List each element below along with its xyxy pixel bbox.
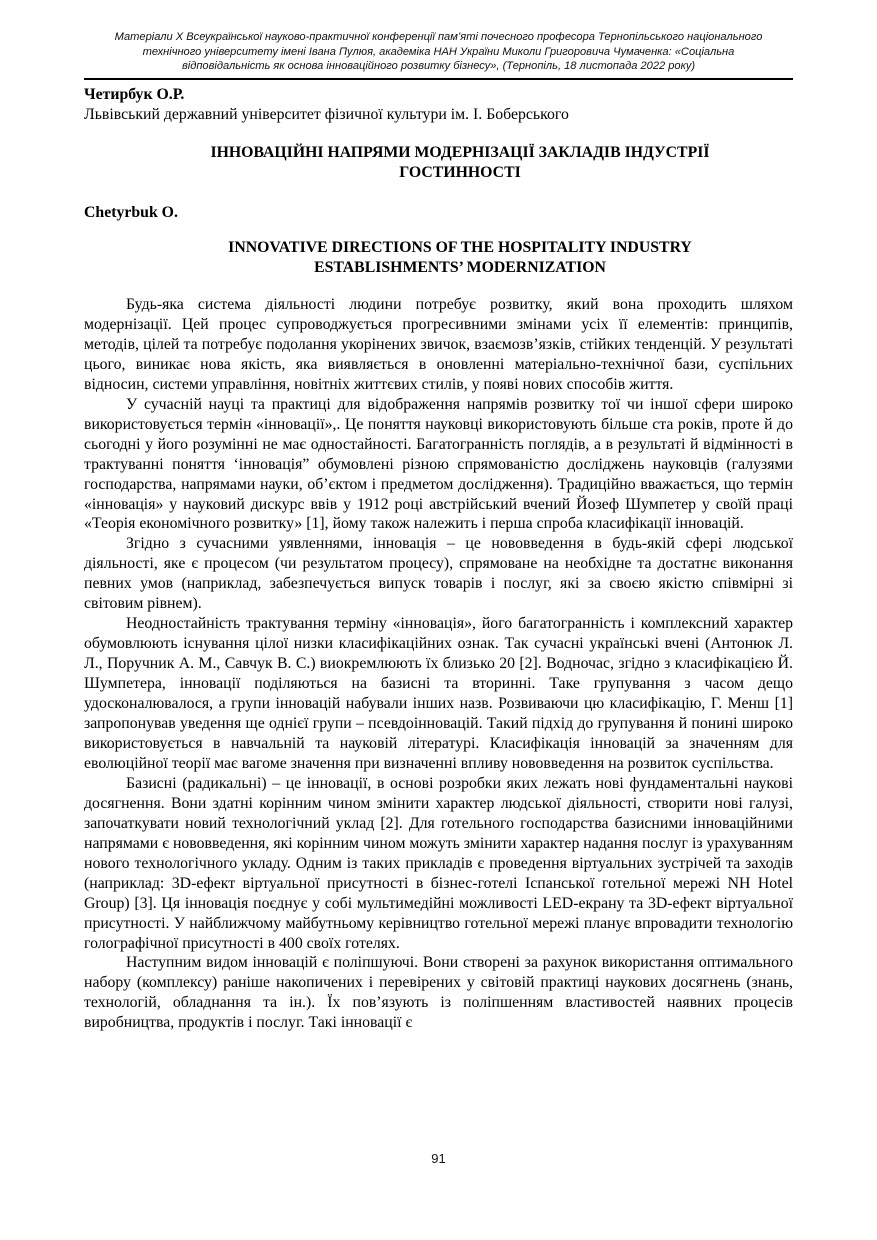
- title-ua: ІННОВАЦІЙНІ НАПРЯМИ МОДЕРНІЗАЦІЇ ЗАКЛАДІВ ІНДУСТРІЇ ГОСТИННОСТІ: [210, 144, 710, 181]
- paragraph-4: Неодностайність трактування терміну «інновація», його багатогранність і комплексний характер обумовлюють існування цілої низки класифікаційних ознак. Так сучасні українські вчені (Антонюк Л. Л., Поручник А. М., Савчук В. С.) виокремлюють їх близько 20 [2]. Водночас, згідно з класифікацією Й. Шумпетера, інновації поділяються на базисні та вторинні. Таке групування з часом дещо удосконалювалося, а групи інновацій набували інших назв. Розвиваючи цю класифікацію, Г. Менш [1] запропонував уведення ще однієї групи – псевдоінновацій. Такий підхід до групування й понині широко використовується в навчальній та науковій літературі. Класифікація інновацій за значенням для еволюційної теорії має вагоме значення при визначенні впливу нововведення на розвиток суспільства.: [84, 615, 793, 772]
- title-en: INNOVATIVE DIRECTIONS OF THE HOSPITALITY INDUSTRY ESTABLISHMENTS’ MODERNIZATION: [228, 239, 692, 276]
- conference-header-line-1: Матеріали X Всеукраїнської науково-практичної конференції пам’яті почесного професора Тернопільського національного: [114, 31, 763, 43]
- conference-header: [60, 30, 817, 74]
- paragraph-2: У сучасній науці та практиці для відображення напрямів розвитку тої чи іншої сфери широко використовується термін «інновації»,. Це поняття науковці використовують більше ста років, проте й до сьогодні у його розумінні не має одностайності. Багатогранність поглядів, а в результаті й відмінності в трактуванні поняття ‘інновація” обумовлені різною спрямованістю досліджень науковців (галузями господарства, напрямами науки, об’єктом і предметом дослідження). Традиційно вважається, що термін «інновація» у науковий дискурс ввів у 1912 році австрійський вчений Йозеф Шумпетер у своїй праці «Теорія економічного розвитку» [1], йому також належить і перша спроба класифікації інновацій.: [84, 395, 793, 533]
- paragraph-5: Базисні (радикальні) – це інновації, в основі розробки яких лежать нові фундаментальні наукові досягнення. Вони здатні корінним чином змінити характер людської діяльності, створити нові галузі, започаткувати новий технологічний уклад [2]. Для готельного господарства базисними інноваційними напрямами є нововведення, які корінним чином можуть змінити характер надання послуг із урахуванням нового технологічного укладу. Одним із таких прикладів є проведення віртуальних зустрічей та заходів (наприклад: 3D-ефект віртуальної присутності в бізнес-готелі Іспанської готельної мережі NH Hotel Group) [3]. Ця інновація поєднує у собі мультимедійні можливості LED-екрану та 3D-ефект віртуальної присутності. У найближчому майбутньому керівництво готельної мережі планує впровадити технологію голографічної присутності в 400 своїх готелях.: [84, 774, 793, 952]
- conference-header-line-3: відповідальність як основа інноваційного розвитку бізнесу», (Тернопіль, 18 листопада 2022 року): [181, 60, 696, 72]
- affiliation-ua: Львівський державний університет фізичної культури ім. І. Боберського: [84, 106, 569, 123]
- author-ua: Четирбук О.Р.: [84, 86, 185, 103]
- paragraph-3: Згідно з сучасними уявленнями, інновація – це нововведення в будь-якій сфері людської діяльності, яке є процесом (чи результатом процесу), спрямоване на необхідне та достатнє виконання певних умов (наприклад, забезпечується випуск товарів і послуг, які за своєю якістю співмірні зі світовим рівнем).: [84, 535, 793, 613]
- header-divider: [84, 78, 793, 80]
- article-body: [84, 295, 793, 1033]
- author-en: Chetyrbuk O.: [84, 204, 178, 221]
- conference-header-line-2: технічного університету імені Івана Пулюя, академіка НАН України Миколи Григоровича Чумаченка: «Соціальна: [142, 45, 735, 58]
- paragraph-6: Наступним видом інновацій є поліпшуючі. Вони створені за рахунок використання оптимального набору (комплексу) раніше накопичених і перевірених у світовій практиці наукових досягнень (знань, технологій, обладнання та ін.). Їх пов’язують із поліпшенням властивостей наявних процесів виробництва, продуктів і послуг. Такі інновації є: [84, 954, 793, 1032]
- page-number: 91: [431, 1151, 446, 1166]
- paragraph-1: Будь-яка система діяльності людини потребує розвитку, який вона проходить шляхом модернізації. Цей процес супроводжується прогресивними змінами усіх її елементів: принципів, методів, цілей та потребує подолання укорінених звичок, взаємозв’язків, стійких тенденцій. У результаті цього, виникає нова якість, яка виявляється в оновленні матеріально-технічної бази, суспільних відносин, системи управління, новітніх життєвих стилів, у появі нових способів життя.: [84, 296, 793, 393]
